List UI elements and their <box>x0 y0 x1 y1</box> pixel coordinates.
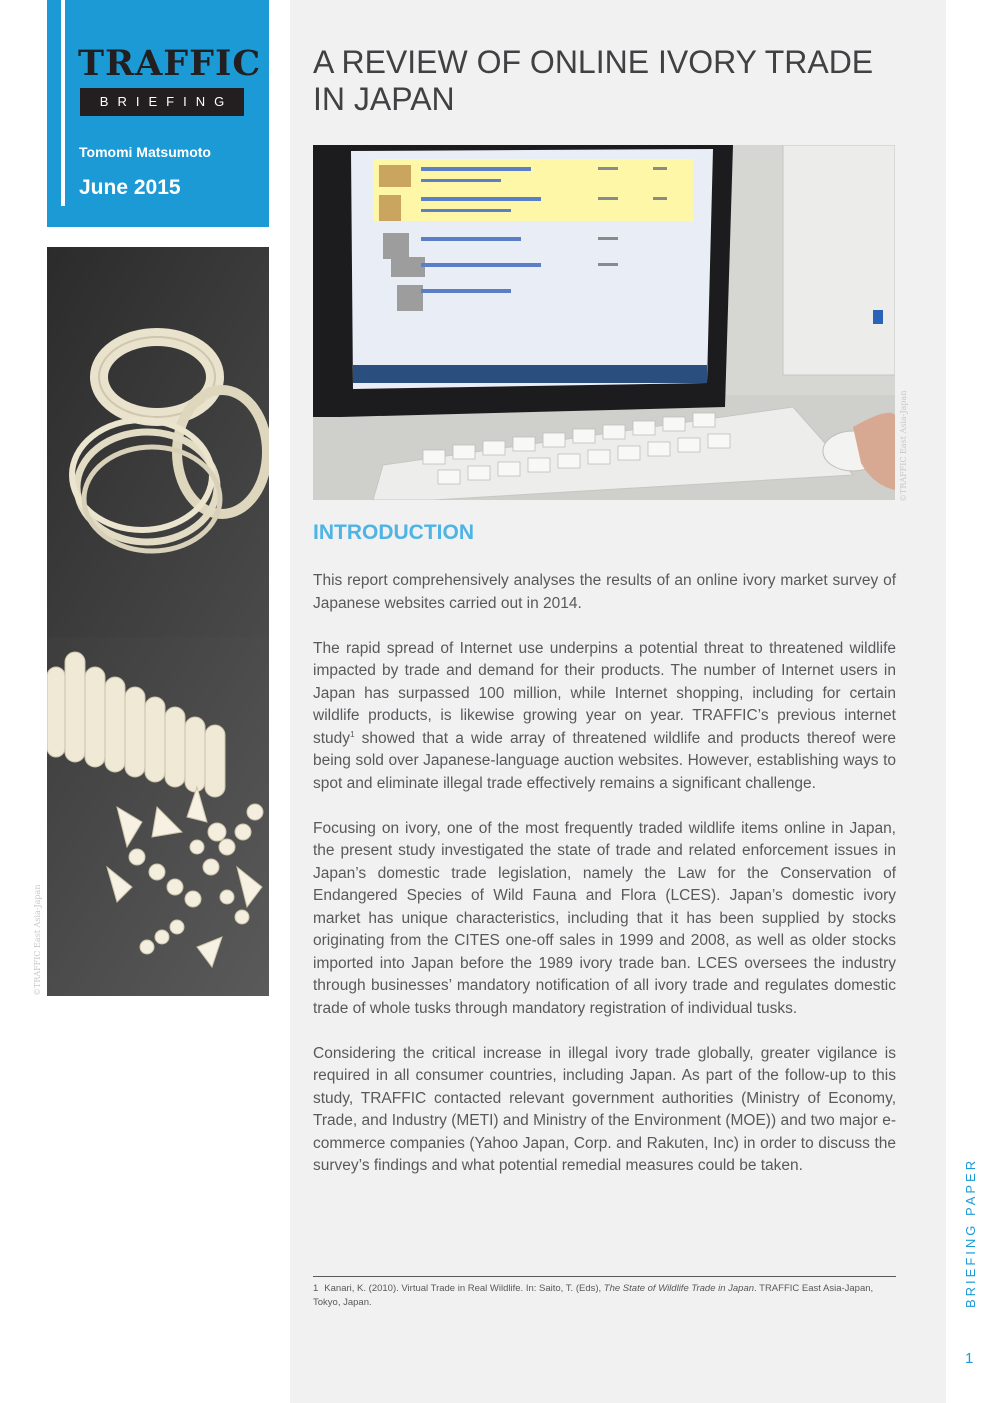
publication-date: June 2015 <box>79 176 181 199</box>
intro-paragraph-1: This report comprehensively analyses the results of an online ivory market survey of Japanese websites carried out in 2014. <box>313 572 896 612</box>
intro-paragraph-2: The rapid spread of Internet use underpins a potential threat to threatened wildlife impacted by trade and demand for their products. The number of Internet users in Japan has surpassed 100 million, while Internet shopping, including for certain wildlife products, is likewise growing year on year. TRAFFIC’s previous internet study$^1$ showed that a wide array of threatened wildlife and products thereof were being sold over Japanese-language auction websites. However, establishing ways to spot and eliminate illegal trade effectively remains a significant challenge. <box>313 639 896 792</box>
footnote-number: 1 <box>313 1283 319 1294</box>
ivory-jewellery-photo <box>47 247 269 996</box>
top-photo-credit: ©TRAFFIC East Asia-Japan <box>899 390 908 502</box>
footnote-book-title: The State of Wildlife Trade in Japan <box>603 1283 755 1294</box>
traffic-logo <box>78 43 262 118</box>
intro-paragraph-4: Considering the critical increase in illegal ivory trade globally, greater vigilance is required in all consumer countries, including Japan. As part of the follow-up to this study, TRAFFIC contacted relevant government authorities (Ministry of Economy, Trade, and Industry (METI) and Ministry of the Environment (MOE)) and two major e-commerce companies (Yahoo Japan, Corp. and Rakuten, Inc) in order to discuss the survey’s findings and what potential remedial measures could be taken. <box>313 1044 896 1174</box>
footnote-divider <box>313 1276 896 1277</box>
footnote: 1 Kanari, K. (2010). Virtual Trade in Real Wildlife. In: Saito, T. (Eds), The State of Wildlife Trade in Japan. TRAFFIC East Asia-Japan, Tokyo, Japan. <box>313 1283 874 1308</box>
intro-paragraph-3: Focusing on ivory, one of the most frequently traded wildlife items online in Japan, the present study investigated the state of trade and related enforcement issues in Japan’s domestic trade legislation, namely the Law for the Conservation of Endangered Species of Wild Fauna and Flora (LCES). Japan’s domestic ivory market has unique characteristics, including that it has been supplied by stocks originating from the CITES one-off sales in 1999 and 2008, as well as older stocks imported into Japan before the 1989 ivory trade ban. LCES oversees the industry through businesses’ mandatory notification of all ivory trade and regulates domestic trade of whole tusks through mandatory registration of individual tusks. <box>313 819 896 1017</box>
page-number: 1 <box>965 1350 974 1367</box>
left-photo-credit: ©TRAFFIC East Asia-Japan <box>33 884 42 996</box>
page-title: A REVIEW OF ONLINE IVORY TRADE IN JAPAN <box>313 44 874 117</box>
header-vertical-rule <box>61 0 65 206</box>
logo-subtitle-band: BRIEFING <box>80 88 244 116</box>
computer-screen-photo <box>313 145 895 500</box>
footnote-reference: 1 <box>350 729 355 739</box>
author-name: Tomomi Matsumoto <box>79 144 211 160</box>
briefing-paper-side-label: BRIEFING PAPER <box>963 1157 978 1308</box>
introduction-body <box>313 570 896 1200</box>
introduction-heading: INTRODUCTION <box>313 521 474 544</box>
logo-wordmark: TRAFFIC <box>78 43 262 84</box>
